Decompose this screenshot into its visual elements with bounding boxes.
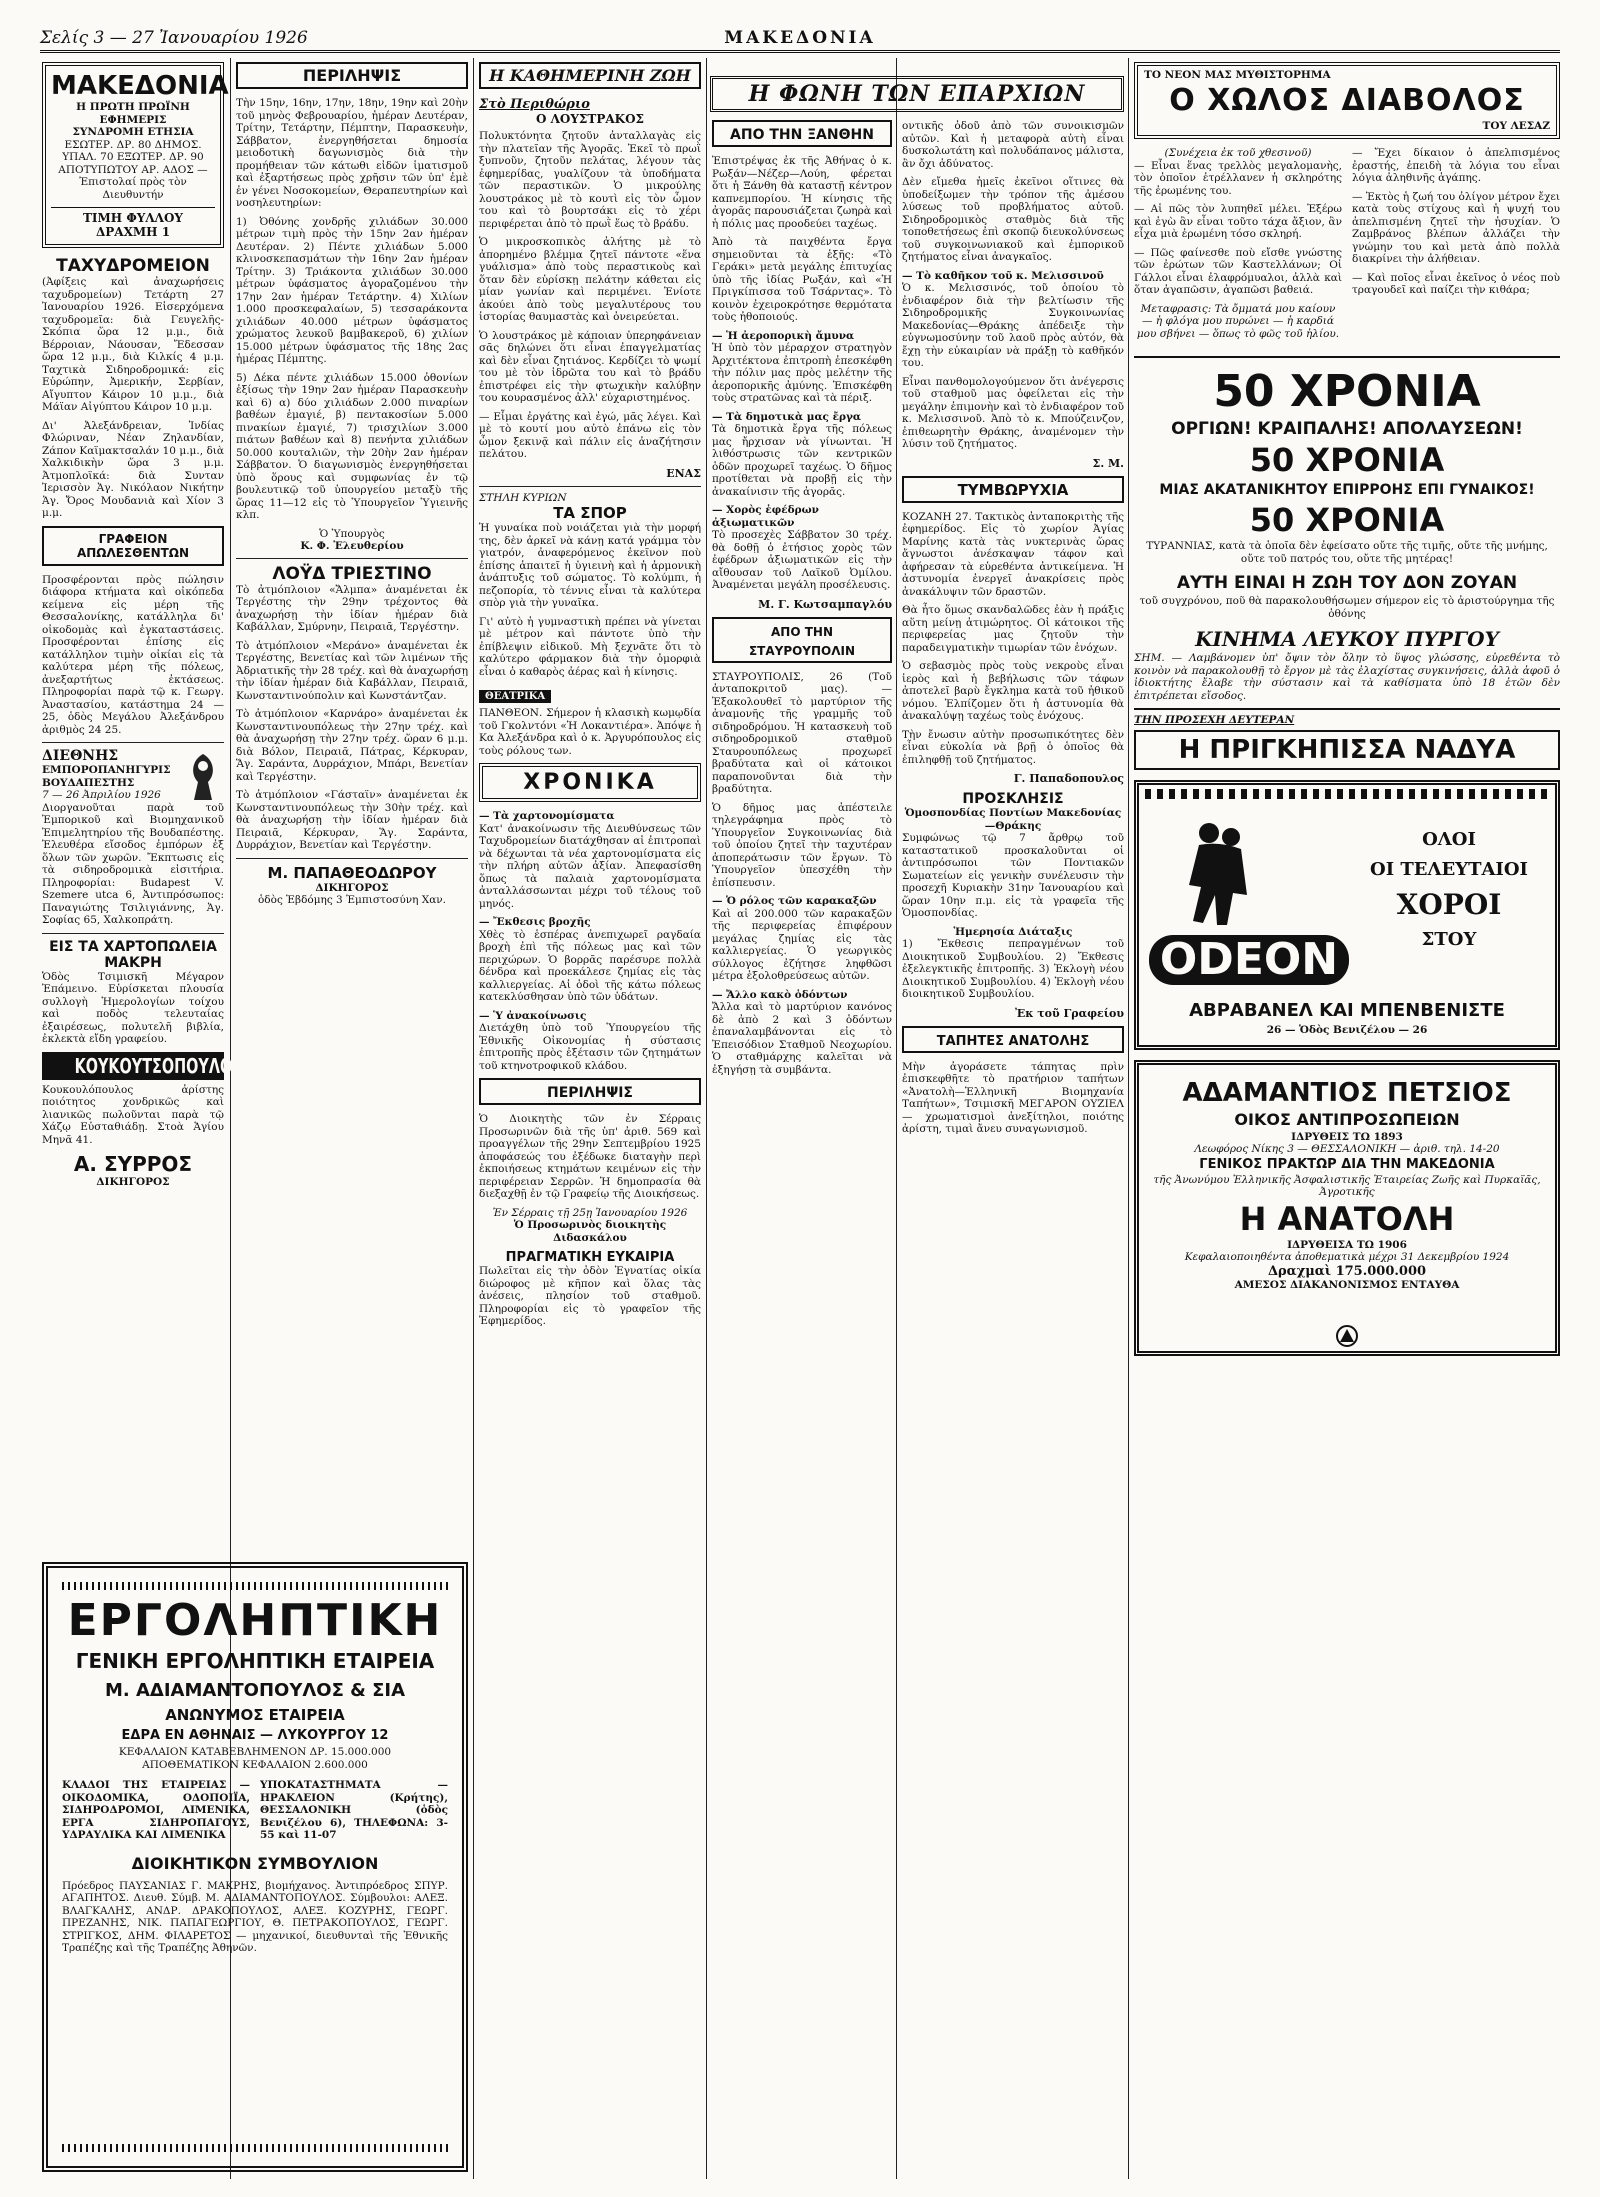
insurance-amount: Δραχμαὶ 175.000.000: [1267, 1263, 1427, 1279]
ergo-seat: ΕΔΡΑ ΕΝ ΑΘΗΝΑΙΣ — ΛΥΚΟΥΡΓΟΥ 12: [121, 1728, 389, 1743]
don-juan-big-2: 50 ΧΡΟΝΙΑ: [1249, 441, 1445, 479]
novel-author: ΤΟΥ ΛΕΣΑΖ: [1482, 119, 1550, 132]
chronika-h3: — Ὑ ἀνακοίνωσις: [479, 1009, 587, 1022]
xanthi-p2: Ἀπὸ τὰ παιχθέντα ἔργα σημειοῦνται τὰ ἑξῆς: «Τὸ Γεράκι» μετὰ μεγάλης ἐπιτυχίας ὑπὸ τῆς ἰδίας Ρωξάν, καὶ «Ἡ Πριγκίπισσα τοῦ Τσάρντας». Τὸ κοινὸν ἐχειροκρότησε θερμότατα τοὺς ἠθοποιούς.: [712, 236, 892, 323]
tymvorychia-p3: Ὁ σεβασμὸς πρὸς τοὺς νεκροὺς εἶναι ἱερὸς καὶ ἡ βεβήλωσις τῶν τάφων ἀποτελεῖ βαρὺ ἔγκλημα κατὰ τοῦ ἠθικοῦ νόμου. Ἐλπίζομεν ὅτι ἡ ἀστυνομία θὰ ἀνακαλύψῃ ταχέως τοὺς ἐνόχους.: [902, 660, 1124, 722]
perilipsis2-box: [479, 1078, 701, 1105]
provinces-banner: [710, 76, 1124, 112]
insurance-brand: Η ΑΝΑΤΟΛΗ: [1239, 1199, 1455, 1238]
insurance-general: ΓΕΝΙΚΟΣ ΠΡΑΚΤΩΡ ΔΙΑ ΤΗΝ ΜΑΚΕΔΟΝΙΑ: [1199, 1156, 1495, 1172]
pantheon-text: ΠΑΝΘΕΟΝ. Σήμερον ἡ κλασικὴ κωμῳδία τοῦ Γκολντόνι «Ἡ Λοκαντιέρα». Ἀπόψε ἡ Κα Ἀλεξάνδρα καὶ ὁ κ. Ἀργυρόπουλος εἰς τοὺς ρόλους των.: [479, 707, 701, 757]
daily-life-title: Η ΚΑΘΗΜΕΡΙΝΗ ΖΩΗ: [489, 66, 691, 85]
insurance-tail: ΑΜΕΣΟΣ ΔΙΑΚΑΝΟΝΙΣΜΟΣ ΕΝΤΑΥΘΑ: [1234, 1278, 1460, 1291]
fair-emblem-icon: [184, 750, 222, 804]
tymvorychia-box: [902, 476, 1124, 503]
chronika-box: [479, 763, 701, 802]
don-juan-sub-2: ΜΙΑΣ ΑΚΑΤΑΝΙΚΗΤΟΥ ΕΠΙΡΡΟΗΣ ΕΠΙ ΓΥΝΑΙΚΟΣ!: [1159, 482, 1535, 498]
xanthi-h3: — Χορὸς ἐφέδρων ἀξιωματικῶν: [712, 504, 819, 529]
makedonia-title: ΜΑΚΕΔΟΝΙΑ: [51, 71, 229, 101]
lawyer2-address: ὁδὸς Ἑβδόμης 3 Ἐμπιστοσύνη Χαν.: [257, 894, 447, 906]
lloyd-p4: Τὸ ἀτμόπλοιον «Γάσταϊν» ἀναμένεται ἐκ Κωνσταντινουπόλεως τὴν 30ὴν τρέχ. καὶ θὰ ἀναχωρήσῃ τὴν ἰδίαν ἡμέραν διὰ Πειραιᾶ, Κέρκυραν, Ἅγ. Σαράντα, Δυρράχιον, Βενετίαν καὶ Τεργέστην.: [236, 789, 468, 851]
stavroupolis-h3: — Ἄλλο κακὸ ὁδόντων: [712, 988, 848, 1001]
tymvorychia-p1: ΚΟΖΑΝΗ 27. Τακτικὸς ἀνταποκριτὴς τῆς ἐφημερίδος. Εἰς τὸ χωρίον Ἀγίας Μαρίνης κατὰ τὰς νυκτερινὰς ὥρας ἄγνωστοι ἀνέσκαψαν τάφον καὶ ἀφήρεσαν τὰ εὑρεθέντα ἀντικείμενα. Ἡ ἀστυνομία ἐνεργεῖ ἀνακρίσεις πρὸς ἀνακάλυψιν τῶν δραστῶν.: [902, 510, 1124, 598]
stavroupolis-title: ΑΠΟ ΤΗΝ ΣΤΑΥΡΟΥΠΟΛΙΝ: [748, 624, 856, 658]
novel-box: [1134, 62, 1560, 139]
novel-l6: — Καὶ ποῖος εἶναι ἐκεῖνος ὁ νέος ποὺ τραγουδεῖ καὶ παίζει τὴν κιθάρα;: [1352, 271, 1560, 296]
fair-block: [42, 748, 224, 802]
novel-poem: Μεταφρασις: Τὰ ὄμματά μου καίουν — ἡ φλόγα μου πυρώνει — ἡ καρδιά μου σβήνει — ὅπως τὸ φῶς τοῦ ἡλίου.: [1136, 302, 1340, 340]
ergo-branches: ΚΛΑΔΟΙ ΤΗΣ ΕΤΑΙΡΕΙΑΣ — ΟΙΚΟΔΟΜΙΚΑ, ΟΔΟΠΟΙΪΑ, ΣΙΔΗΡΟΔΡΟΜΟΙ, ΛΙΜΕΝΙΚΑ, ΕΡΓΑ ΣΙΔΗΡΟΠΑΓΟΥΣ, ΥΔΡΑΥΛΙΚΑ ΚΑΙ ΛΙΜΕΝΙΚΑ: [62, 1779, 250, 1841]
makedonia-box: [42, 62, 229, 248]
lost-office-title: ΓΡΑΦΕΙΟΝ ΑΠΩΛΕΣΘΕΝΤΩΝ: [76, 531, 190, 560]
perilipsis-sig-role: Ὁ Ὑπουργὸς: [319, 527, 385, 540]
ergo-board-title: ΔΙΟΙΚΗΤΙΚΟΝ ΣΥΜΒΟΥΛΙΟΝ: [131, 1853, 379, 1873]
perilipsis-p1: Τὴν 15ην, 16ην, 17ην, 18ην, 19ην καὶ 20ὴν τοῦ μηνὸς Φεβρουαρίου, ἡμέραν Δευτέραν, Τρίτην, Τετάρτην, Πέμπτην, Παρασκευὴν, Σάββατον, ἐνεργηθήσεται δημοσία μειοδοτικὴ δαγωνισμὸς διὰ τὴν προμήθειαν τῶν κάτωθι εἰδῶν ἱματισμοῦ καὶ ἐξαρτήσεως πρὸς χρῆσιν τῶν ὑπ' ἐμὲ ἐν γένει Νοσοκομείων, Θεραπευτηρίων καὶ νοσηλευτηρίων:: [236, 97, 468, 209]
tymvorychia-signature: Γ. Παπαδοπουλος: [1013, 772, 1124, 785]
novel-kicker: ΤΟ ΝΕΟΝ ΜΑΣ ΜΥΘΙΣΤΟΡΗΜΑ: [1144, 69, 1331, 81]
post-text: (Ἀφίξεις καὶ ἀναχωρήσεις ταχυδρομείων) Τετάρτη 27 Ἰανουαρίου 1926. Εἰσερχόμενα ταχυδρομεῖα: διὰ Γευγελῆς-Σκόπια ὥρα 12 μ.μ., διὰ Βέρροιαν, Νάουσαν, Ἔδεσσαν ὥρα 12 μ.μ., διὰ Κιλκίς 4 μ.μ. Ταχτικὰ Σιδηροδρομικά: εἰς Εὐρώπην, Ἀμερικήν, Σερβίαν, Αἴγυπτον Κάιρον 10 μ.μ., διὰ Μάϊαν Αἰγύπτου Κάιρον 10 μ.μ.: [42, 276, 224, 413]
don-juan-ad: [1134, 356, 1560, 702]
odeon-ad: [1134, 780, 1560, 1050]
triangle-emblem-icon: [1336, 1325, 1358, 1347]
fair-text: Διοργανοῦται παρὰ τοῦ Ἐμπορικοῦ καὶ Βιομηχανικοῦ Ἐπιμελητηρίου τῆς Βουδαπέστης. Ἐλευθέρα εἴσοδος ἐμπόρων ἐξ ὅλων τῶν χωρῶν. Ἔκπτωσις εἰς τὰ σιδηροδρομικὰ εἰσιτήρια. Πληροφορίαι: Budapest V. Szemere utca 6, Ἀντιπρόσωπος: Παναγιώτης Τσιλιγιάννης, Ἁγ. Σοφίας 65, Χαλκοπράτη.: [42, 801, 224, 926]
chronika-title: ΧΡΟΝΙΚΑ: [523, 770, 657, 795]
ergo-capital-2: ΑΠΟΘΕΜΑΤΙΚΟΝ ΚΕΦΑΛΑΙΟΝ 2.600.000: [142, 1758, 368, 1771]
tymvorychia-p4: Τὴν ἔνωσιν αὐτὴν προσωπικότητες δὲν εἶναι εὐκολία νὰ βρῇ ὁ ὁποῖος θὰ ἐπιληφθῇ τοῦ ζητήματος.: [902, 728, 1124, 766]
chronika-p1: Κατ' ἀνακοίνωσιν τῆς Διευθύνσεως τῶν Ταχυδρομείων διατάχθησαν αἱ ἐπιτροπαὶ νὰ δέχωνται τὰ νέα χαρτονομίσματα εἰς τὴν πλήρη αὐτῶν ἀξίαν. Ἀπεφασίσθη ὅπως τὰ παλαιὰ χαρτονομίσματα ἀνταλλάσσωνται μέχρι τοῦ τέλους τοῦ μηνός.: [479, 822, 701, 910]
sports-p2: Γι' αὐτὸ ἡ γυμναστικὴ πρέπει νὰ γίνεται μὲ μέτρον καὶ πάντοτε ὑπὸ τὴν ἐπίβλεψιν εἰδικοῦ. Μὴ ξεχνᾶτε ὅτι τὸ καλύτερο φάρμακον διὰ τὴν ὀμορφιὰ εἶναι ὁ καθαρὸς ἀέρας καὶ ἡ κίνησις.: [479, 615, 701, 678]
makedonia-subtitle: Η ΠΡΩΤΗ ΠΡΩΪΝΗ ΕΦΗΜΕΡΙΣ: [76, 101, 190, 126]
kouk-title: ΚΟΥΚΟΥΤΣΟΠΟΥΛΟΣ: [42, 1052, 224, 1080]
stavroupolis-p3: Καὶ αἱ 200.000 τῶν καρακαξῶν τῆς περιφερείας ἐπιφέρουν μεγάλας ζημίας εἰς τὰς καλλιεργείας. Ὁ γεωργικὸς σύλλογος ἐζήτησε ληφθῶσι μέτρα ἐξολοθρεύσεως αὐτῶν.: [712, 907, 892, 982]
don-juan-life: ΑΥΤΗ ΕΙΝΑΙ Η ΖΩΗ ΤΟΥ ΔΟΝ ΖΟΥΑΝ: [1176, 573, 1518, 593]
insurance-name: ΑΔΑΜΑΝΤΙΟΣ ΠΕΤΣΙΟΣ: [1182, 1077, 1512, 1108]
bookshop-text: Ὁδὸς Τσιμισκῆ Μέγαρον Ἐπάμεινο. Εὑρίσκεται πλουσία συλλογὴ Ἡμερολογίων τοίχου καὶ ποδὸς τελευταίας ἐξαιρέσεως, πολυτελῆ βιβλία, ἐκλεκτὰ εἴδη γραφείου.: [42, 970, 224, 1045]
ergo-offices: ΥΠΟΚΑΤΑΣΤΗΜΑΤΑ — ΗΡΑΚΛΕΙΟΝ (Κρήτης), ΘΕΣΣΑΛΟΝΙΚΗ (ὁδὸς Βενιζέλου 6), ΤΗΛΕΦΩΝΑ: 3-55 καὶ 11-07: [260, 1779, 448, 1841]
don-juan-text: ΤΥΡΑΝΝΙΑΣ, κατὰ τὰ ὁποῖα δὲν ἐφείσατο οὔτε τῆς τιμῆς, οὔτε τῆς μνήμης, οὔτε τοῦ πατρός του, οὔτε τῆς μητέρας!: [1146, 540, 1548, 565]
stavroupolis-h2: — Ὁ ρόλος τῶν καρακαξῶν: [712, 895, 877, 907]
don-juan-cinema: ΚΙΝΗΜΑ ΛΕΥΚΟΥ ΠΥΡΓΟΥ: [1195, 627, 1499, 651]
insurance-capital: Κεφαλαιοποιηθέντα ἀποθεματικὰ μέχρι 31 Δεκεμβρίου 1924: [1184, 1251, 1510, 1263]
tymvorychia-p2: Θὰ ἦτο ὅμως σκανδαλῶδες ἐὰν ἡ πράξις αὕτη μείνῃ ἀτιμώρητος. Οἱ κάτοικοι τῆς περιφερείας μας ζητοῦν τὴν παραδειγματικὴν τιμωρίαν τῶν ἐνόχων.: [902, 604, 1124, 654]
c5-h1: — Τὸ καθῆκον τοῦ κ. Μελισσινοῦ: [902, 269, 1104, 282]
column-1: [42, 62, 243, 1497]
nadia-ad: [1134, 708, 1560, 770]
c5-signature: Σ. Μ.: [1092, 456, 1124, 470]
perilipsis-sig-name: Κ. Φ. Ἐλευθερίου: [300, 540, 404, 552]
ergo-title: ΕΡΓΟΛΗΠΤΙΚΗ: [67, 1595, 443, 1646]
chronika-h1: — Τὰ χαρτονομίσματα: [479, 810, 615, 822]
xanthi-signature: Μ. Γ. Κωτσαμπαγλόυ: [758, 597, 892, 611]
chronika-p2: Χθὲς τὸ ἑσπέρας ἀνεπιχωρεῖ ραγδαία βροχὴ ἐπὶ τῆς πόλεως μας καὶ τῶν περιχώρων. Ὁ βορρᾶς παρέσυρε πολλὰ δένδρα καὶ προεκάλεσε ζημίας εἰς τὰς καλλιεργείας. Αἱ ὁδοὶ τῆς κάτω πόλεως κατεκλύσθησαν ὑπὸ τῶν ὑδάτων.: [479, 928, 701, 1003]
lawyer-role: ΔΙΚΗΓΟΡΟΣ: [96, 1176, 170, 1188]
stavroupolis-box: [712, 617, 892, 663]
novel-l3: — Πῶς φαίνεσθε ποὺ εἴσθε γνώστης τῶν ἐρώτων τῶν Καστελλάνων; Οἱ Γάλλοι εἶναι ἐλαφρόμυαλοι, ἀλλὰ καὶ ὅταν ἀγαπῶσιν, ἀγαπῶσι βαθειά.: [1134, 246, 1342, 296]
tymvorychia-title: ΤΥΜΒΩΡΥΧΙΑ: [957, 480, 1069, 499]
page-date: Σελίς 3 — 27 Ἰανουαρίου 1926: [40, 28, 308, 48]
odeon-text: [1359, 825, 1539, 955]
xanthi-p1: Ἐπιστρέψας ἐκ τῆς Ἀθήνας ὁ κ. Ρωξάν—Νέζερ—Λούη, φέρεται ὅτι ἡ Ξάνθη θὰ καταστῇ κέντρον καπνεμπορίου. Ἡ κίνησις τῆς ἀγορᾶς παρουσιάζεται ζωηρὰ καὶ ἡ πόλις μας προοδεύει ταχέως.: [712, 155, 892, 230]
daily-life-p1: Πολυκτόνητα ζητοῦν ἀνταλλαγὰς εἰς τὴν πλατεῖαν τῆς Ἀγορᾶς. Ἐκεῖ τὸ πρωῒ ξυπνοῦν, ζητοῦν πελάτας, λέγουν τὰς ἐφημερίδας, γυαλίζουν τὰ ὑποδήματα τῶν περαστικῶν. Ὁ μικρούλης λουστράκος μὲ τὸ κουτὶ εἰς τὸν ὦμον του καὶ τὸ βουρτσάκι εἰς τὸ χέρι περιφέρεται ἀπὸ τὸ πρωῒ ἕως τὸ βράδυ.: [479, 130, 701, 230]
makedonia-subtitle2: ΣΥΝΔΡΟΜΗ ΕΤΗΣΙΑ: [72, 126, 194, 138]
column-3: [479, 62, 701, 2177]
odeon-line-4: ΣΤΟΥ: [1421, 928, 1477, 950]
carpets-box: [902, 1026, 1124, 1053]
ergo-company: Μ. ΑΔΙΑΜΑΝΤΟΠΟΥΛΟΣ & ΣΙΑ: [104, 1680, 406, 1701]
chronika-p3: Διετάχθη ὑπὸ τοῦ Ὑπουργείου τῆς Ἐθνικῆς Οἰκονομίας ἡ σύστασις ἐπιτροπῆς πρὸς ἐξέτασιν τῶν ζητημάτων τοῦ κτηνοτροφικοῦ κλάδου.: [479, 1022, 701, 1072]
novel-continued: (Συνέχεια ἐκ τοῦ χθεσινοῦ): [1164, 147, 1312, 159]
opportunity-text: Πωλεῖται εἰς τὴν ὁδὸν Ἐγνατίας οἰκία διώροφος μὲ κῆπον καὶ ὅλας τὰς ἀνέσεις, πλησίον τοῦ σταθμοῦ. Πληροφορίαι εἰς τὸ γραφεῖον τῆς Ἐφημερίδος.: [479, 1265, 701, 1327]
don-juan-big-1: 50 ΧΡΟΝΙΑ: [1213, 366, 1481, 417]
don-juan-text-2: τοῦ συγχρόνου, ποῦ θὰ παρακολουθήσωμεν σήμερον εἰς τὸ ἀριστούργημα τῆς ὀθόνης: [1139, 595, 1555, 620]
insurance-founded: ΙΔΡΥΘΕΙΣ ΤΩ 1893: [1291, 1130, 1403, 1143]
lawyer2-role: ΔΙΚΗΓΟΡΟΣ: [315, 881, 389, 894]
odeon-line-2: ΟΙ ΤΕΛΕΥΤΑΙΟΙ: [1370, 858, 1528, 880]
stavroupolis-p2: Ὁ δῆμος μας ἀπέστειλε τηλεγράφημα πρὸς τὸ Ὑπουργεῖον Συγκοινωνίας διὰ τοῦ ὁποίου ζητεῖ τὴν ταχυτέραν ἀποπεράτωσιν τῶν ἔργων. Τὸ Ὑπουργεῖον ὑπεσχέθη τὴν ἐπίσπευσιν.: [712, 801, 892, 889]
daily-life-box: [479, 62, 701, 89]
odeon-address: 26 — Ὁδὸς Βενιζέλου — 26: [1266, 1024, 1428, 1036]
xanthi-box: [712, 120, 892, 147]
odeon-line-3: ΧΟΡΟΙ: [1396, 887, 1502, 921]
novel-title: Ο ΧΩΛΟΣ ΔΙΑΒΟΛΟΣ: [1169, 82, 1525, 118]
don-juan-note: ΣΗΜ. — Λαμβάνομεν ὑπ' ὄψιν τὸν ὄλην τὸ ὕψος γλώσσης, εὑρεθέντα τὸ κοινὸν νὰ παρακολουθῇ τὸ ἔργον μὲ τὰς ἐλαχίστας συγκινήσεις, ἀλλὰ ἀφοῦ ὁ ἰδιοκτήτης ἔλαβε τὴν σύστασιν καὶ τὰ καθίσματα ὑπὸ 18 ἐτῶν δὲν ἐπιτρέπεται εἴσοδος.: [1134, 652, 1560, 702]
insurance-address: Λεωφόρος Νίκης 3 — ΘΕΣΣΑΛΟΝΙΚΗ — ἀριθ. τηλ. 14-20: [1194, 1143, 1500, 1155]
bookshop-title: ΕΙΣ ΤΑ ΧΑΡΤΟΠΩΛΕΙΑ ΜΑΚΡΗ: [49, 938, 217, 971]
column-rule: [706, 58, 707, 2179]
odeon-name: ODEON: [1149, 935, 1349, 985]
pantheon-tag: ΘΕΑΤΡΙΚΑ: [479, 690, 551, 703]
daily-life-head: Ο ΛΟΥΣΤΡΑΚΟΣ: [535, 112, 645, 126]
daily-life-p3: Ὁ λουστράκος μὲ κάποιαν ὑπερηφάνειαν σᾶς δηλώνει ὅτι εἶναι ἐπαγγελματίας καὶ δὲν εἶναι ζητιάνος. Κερδίζει τὸ ψωμί του μὲ τὸν ἱδρῶτα του καὶ τὸ βράδυ ἐπιστρέφει εἰς τὴν φτωχικὴν καλύβην του κουρασμένος ἀλλ' εὐχαριστημένος.: [479, 329, 701, 404]
sports-kicker: ΣΤΗΛΗ ΚΥΡΙΩΝ: [479, 491, 567, 504]
makedonia-price: ΤΙΜΗ ΦΥΛΛΟΥ ΔΡΑΧΜΗ 1: [51, 207, 215, 239]
nadia-title: Η ΠΡΙΓΚΗΠΙΣΣΑ ΝΑΔΥΑ: [1134, 730, 1560, 770]
opportunity-title: ΠΡΑΓΜΑΤΙΚΗ ΕΥΚΑΙΡΙΑ: [505, 1250, 675, 1265]
perilipsis2-sig: Ὁ Προσωρινὸς διοικητὴς Διδασκάλου: [513, 1219, 667, 1244]
lost-office-box: [42, 526, 224, 566]
perilipsis2-date: Ἐν Σέρραις τῇ 25ῃ Ἰανουαρίου 1926: [492, 1206, 688, 1219]
insurance-desc: τῆς Ἀνωνύμου Ἑλληνικῆς Ἀσφαλιστικῆς Ἑταιρείας Ζωῆς καὶ Πυρκαϊᾶς, Ἀγροτικῆς: [1153, 1173, 1541, 1198]
prosklisis-p2: 1) Ἔκθεσις πεπραγμένων τοῦ Διοικητικοῦ Συμβουλίου. 2) Ἔκθεσις ἐξελεγκτικῆς ἐπιτροπῆς. 3) Ἐκλογὴ νέου Διοικητικοῦ Συμβουλίου. 4) Ἐκλογὴ νέου διοικητικοῦ Συμβουλίου.: [902, 938, 1124, 1000]
chronika-h2: — Ἔκθεσις βροχῆς: [479, 916, 591, 928]
xanthi-h1: — Ἡ ἀεροπορικὴ ἄμυνα: [712, 329, 855, 342]
nadia-kicker: ΤΗΝ ΠΡΟΣΕΧΗ ΔΕΥΤΕΡΑΝ: [1134, 714, 1295, 726]
c5-p2: Δὲν εἴμεθα ἡμεῖς ἐκεῖνοι οἵτινες θὰ ὑποδείξωμεν τὴν τρόπον τῆς ἀμέσου λύσεως τοῦ προβλήματος αὐτοῦ. Σιδηροδρομικὸς σταθμὸς διὰ τῆς τοποθετήσεως ἐπὶ σκοπῷ διευκολύνσεως τοῦ συγκοινωνιακοῦ καὶ ἐμπορικοῦ ζητήματος εἶναι ἀναγκαῖος.: [902, 176, 1124, 263]
lloyd-p3: Τὸ ἀτμόπλοιον «Καρνάρο» ἀναμένεται ἐκ Κωνσταντινουπόλεως τὴν 27ην τρέχ. καὶ θὰ ἀναχωρήσῃ τὴν 27ην τρέχ. ὥραν 6 μ.μ. διὰ Βόλον, Πειραιᾶ, Πάτρας, Κέρκυραν, Ἅγ. Σαράντα, Δυρράχιον, Μπάρι, Βενετίαν καὶ Τεργέστην.: [236, 708, 468, 783]
xanthi-p3: Ἡ ὑπὸ τὸν μέραρχον στρατηγὸν Ἀρχιτέκτονα ἐπιτροπὴ ἐπεσκέφθη τὴν πόλιν μας πρὸς μελέτην τῆς ἀεροπορικῆς ἀμύνης. Ἐπισκέφθη τοὺς στρατῶνας καὶ τὰ πέριξ.: [712, 342, 892, 404]
lloyd-title: ΛΟΫΔ ΤΡΙΕΣΤΙΝΟ: [272, 563, 432, 584]
xanthi-title: ΑΠΟ ΤΗΝ ΞΑΝΘΗΝ: [730, 127, 874, 143]
don-juan-big-3: 50 ΧΡΟΝΙΑ: [1249, 501, 1445, 539]
odeon-border-top: [1145, 789, 1549, 799]
sports-title: ΤΑ ΣΠΟΡ: [553, 504, 627, 522]
ergo-type: ΑΝΩΝΥΜΟΣ ΕΤΑΙΡΕΙΑ: [165, 1706, 345, 1724]
prosklisis-p1: Συμφώνως τῷ 7 ἄρθρῳ τοῦ καταστατικοῦ προσκαλοῦνται οἱ ἀντιπρόσωποι τῶν Ποντιακῶν Σωματείων εἰς γενικὴν συνέλευσιν τὴν προσεχῆ Κυριακὴν 31ην Ἰανουαρίου καὶ ὥραν 10ην π.μ. εἰς τὰ γραφεῖα τῆς Ὁμοσπονδίας.: [902, 832, 1124, 919]
ergoliptiki-ad: [42, 1562, 468, 2172]
post-text-2: Δι' Ἀλεξάνδρειαν, Ἰνδίας Φλώριναν, Νέαν Ζηλανδίαν, Ζάπον Καϊμακτσαλάν 10 μ.μ., διὰ Χαλκιδικὴν ὥρα 3 μ.μ. Ἀτμοπλοϊκά: διὰ Συνταν Ἰερισσὸν Ἁγ. Νικόλαον Νικήτην Ἁγ. Ὄρος Μουδανιὰ καὶ Χίον 3 μ.μ.: [42, 419, 224, 519]
fair-title-1: ΔΙΕΘΝΗΣ: [42, 748, 119, 764]
lawyer-name: Α. ΣΥΡΡΟΣ: [73, 1152, 193, 1176]
fair-dates: 7 — 26 Ἀπριλίου 1926: [42, 789, 161, 801]
prosklisis-agenda-title: Ἡμερησία Διάταξις: [953, 925, 1073, 938]
column-rule: [473, 58, 474, 2179]
column-5: [902, 120, 1124, 2177]
insurance-ad: [1134, 1060, 1560, 1356]
daily-life-p2: Ὁ μικροσκοπικὸς ἀλήτης μὲ τὸ ἀπορημένο βλέμμα ζητεῖ πάντοτε «ἕνα γυάλισμα» ἀπὸ τοὺς περαστικοὺς καὶ ὅταν δὲν εὑρίσκῃ πελάτην κάθεται εἰς μίαν γωνίαν καὶ περιμένει. Ἐνίοτε ἀκούει ἀπὸ τοὺς μεγαλυτέρους του ἱστορίας θαυμαστὰς καὶ ὀνειρεύεται.: [479, 236, 701, 323]
kouk-text: Κουκουλόπουλος ἀρίστης ποιότητος χονδρικῶς καὶ λιανικῶς πωλοῦνται παρὰ τῷ Χάζῳ Εὐσταθιάδῃ. Στοὰ Ἁγίου Μηνᾶ 41.: [42, 1083, 224, 1146]
stavroupolis-p1: ΣΤΑΥΡΟΥΠΟΛΙΣ, 26 (Τοῦ ἀνταποκριτοῦ μας). — Ἐξακολουθεῖ τὸ μαρτύριον τῆς ἀναμονῆς τῆς γραμμῆς τοῦ σιδηροδρόμου. Ἡ κατασκευὴ τοῦ σιδηροδρομικοῦ σταθμοῦ Σταυρουπόλεως προχωρεῖ βραδύτατα καὶ οἱ κάτοικοι παραπονοῦνται διὰ τὴν βραδύτητα.: [712, 670, 892, 795]
fair-title-2: ΕΜΠΟΡΟΠΑΝΗΓΥΡΙΣ ΒΟΥΔΑΠΕΣΤΗΣ: [42, 764, 171, 789]
prosklisis-title: ΠΡΟΣΚΛΗΣΙΣ: [962, 791, 1064, 807]
odeon-line-1: ΟΛΟΙ: [1422, 828, 1476, 850]
novel-l4: — Ἔχει δίκαιον ὁ ἀπελπισμένος ἐραστής, ἐπειδὴ τὰ λόγια του εἶναι λόγια ἀληθινῆς ἀγάπης.: [1352, 147, 1560, 184]
column-6: [1134, 62, 1560, 2177]
masthead: ΜΑΚΕΔΟΝΙΑ: [724, 28, 876, 48]
prosklisis-signature: Ἐκ τοῦ Γραφείου: [1015, 1006, 1124, 1020]
stavroupolis-p4: Ἄλλα καὶ τὸ μαρτύριον κανόνος δὲ ἀπὸ 2 καὶ 3 ὁδόντων ἐπαναλαμβάνονται εἰς τὸ Ἐπεισόδιον Σταθμοῦ Νεοχωρίου. Ὁ σταθμάρχης καλεῖται νὰ ἐξηγήσῃ τὰ συμβάντα.: [712, 1001, 892, 1076]
ergo-board-text: Πρόεδρος ΠΑΥΣΑΝΙΑΣ Γ. ΜΑΚΡΗΣ, βιομήχανος. Ἀντιπρόεδρος ΣΠΥΡ. ΑΓΑΠΗΤΟΣ. Διευθ. Σύμβ. Μ. ΑΔΙΑΜΑΝΤΟΠΟΥΛΟΣ. Σύμβουλοι: ΑΛΕΞ. ΒΛΑΓΚΑΛΗΣ, ΑΝΔΡ. ΔΡΑΚΟΠΟΥΛΟΣ, ΑΛΕΞ. ΚΟΖΥΡΗΣ, ΓΕΩΡΓ. ΠΡΕΖΑΝΗΣ, ΝΙΚ. ΠΑΠΑΓΕΩΡΓΙΟΥ, Θ. ΠΕΤΡΑΚΟΠΟΥΛΟΣ, ΓΕΩΡΓ. ΣΤΡΙΓΚΟΣ, ΔΗΜ. ΦΙΛΑΡΕΤΟΣ — μηχανικοί, διευθυνταὶ τῆς Ἐθνικῆς Τραπέζης καὶ τῆς Τραπέζης Ἀθηνῶν.: [62, 1879, 448, 1954]
perilipsis-p3: 5) Δέκα πέντε χιλιάδων 15.000 ὀθονίων ἐξίσως τὴν 19ην 2αν ἡμέραν Παρασκευὴν καὶ 6) α) δύο χιλιάδων 2.000 πιναρίων βαθέων ἐμαγιέ, β) πεντακοσίων 5.000 πινακίων ἐμαγιέ, 7) τρισχιλίων 3.000 πιάτων βαθέων καὶ 8) πενήντα χιλιάδων 50.000 κουταλιῶν, τὴν 20ὴν 2αν ἡμέραν Σάββατον. Ὁ διαγωνισμὸς ἐνεργηθήσεται ὑπὸ ὅρους καὶ συμφωνίας ἐν τῷ βουλευτικῷ τοῦ ὑπουργείου μεταξὺ τῆς ὥρας 11—12 εἰς τὸ Ὑπουργεῖον Ὑγιεινῆς κλπ.: [236, 371, 468, 521]
xanthi-h2: — Τὰ δημοτικὰ μας ἔργα: [712, 410, 861, 423]
prosklisis-sub: Ὁμοσπονδίας Ποντίων Μακεδονίας—Θράκης: [904, 807, 1122, 832]
provinces-title: Η ΦΩΝΗ ΤΩΝ ΕΠΑΡΧΙΩΝ: [748, 81, 1086, 107]
ergo-subtitle: ΓΕΝΙΚΗ ΕΡΓΟΛΗΠΤΙΚΗ ΕΤΑΙΡΕΙΑ: [75, 1649, 435, 1673]
column-rule: [1128, 58, 1129, 2179]
insurance-house: ΟΙΚΟΣ ΑΝΤΙΠΡΟΣΩΠΕΙΩΝ: [1234, 1109, 1460, 1129]
sports-p1: Ἡ γυναίκα ποὺ νοιάζεται γιὰ τὴν μορφή της, δὲν ἀρκεῖ νὰ κάνῃ κατά γράμμα τὸν γιατρόν, ἀναφερόμενος ἐκεῖνον ποὺ ἐπίσης ἀπαιτεῖ ἡ ὑγιεινὴ καὶ ἡ ἀρμονικὴ ἀνάπτυξις τοῦ σώματος. Τὸ κολύμπι, ἡ πεζοπορία, τὸ τέννις εἶναι τὰ καλύτερα σπὸρ γιὰ τὴν γυναῖκα.: [479, 522, 701, 609]
ergo-capital-1: ΚΕΦΑΛΑΙΟΝ ΚΑΤΑΒΕΒΛΗΜΕΝΟΝ ΔΡ. 15.000.000: [118, 1746, 392, 1758]
xanthi-p5: Τὸ προσεχὲς Σάββατον 30 τρέχ. θὰ δοθῇ ὁ ἐτήσιος χορὸς τῶν ἐφέδρων ἀξιωματικῶν εἰς τὴν αἴθουσαν τοῦ Λαϊκοῦ Ὀμίλου. Ἀναμένεται μεγάλη προσέλευσις.: [712, 529, 892, 591]
don-juan-sub-1: ΟΡΓΙΩΝ! ΚΡΑΙΠΑΛΗΣ! ΑΠΟΛΑΥΣΕΩΝ!: [1171, 419, 1523, 439]
xanthi-p4: Τὰ δημοτικὰ ἔργα τῆς πόλεως μας ἤρχισαν νὰ γίνωνται. Ἡ λιθόστρωσις τῶν κεντρικῶν ὁδῶν προχωρεῖ ταχέως. Ὁ δῆμος προτίθεται νὰ προβῇ εἰς τὴν ἀνακαίνισιν τῆς ἀγορᾶς.: [712, 423, 892, 498]
page-header: [40, 28, 1560, 53]
daily-life-sub: Στὸ Περιθώριο: [479, 97, 590, 112]
lawyer2-name: Μ. ΠΑΠΑΘΕΟΔΩΡΟΥ: [267, 863, 437, 882]
c5-p4: Εἶναι πανθομολογούμενον ὅτι ἀνέγερσις τοῦ σταθμοῦ μας ὀφείλεται εἰς τὴν μεγάλην ἐπιμονὴν καὶ τὸ ἐνδιαφέρον τοῦ κ. Μελισσινοῦ. Ἀπὸ τὸ κ. Μπούζεινζον, ἐπιθεωρητὴν Θράκης, ἀναμένομεν τὴν λύσιν τοῦ ζητήματος.: [902, 375, 1124, 450]
lloyd-p2: Τὸ ἀτμόπλοιον «Μεράνο» ἀναμένεται ἐκ Τεργέστης, Βενετίας καὶ τῶν λιμένων τῆς Ἀδριατικῆς τὴν 28 τρέχ. καὶ θὰ ἀναχωρήσῃ τὴν ἰδίαν ἡμέραν διὰ Καβάλλαν, Πειραιᾶ, Κωνσταντινούπολιν καὶ Κωνστάντζαν.: [236, 639, 468, 702]
novel-l1: — Εἶναι ἕνας τρελλὸς μεγαλομανὴς, τὸν ὁποῖον ἐτρέλλανεν ἡ σκληρότης τῆς ἐρωμένης του.: [1134, 159, 1342, 197]
makedonia-rates: ΕΣΩΤΕΡ. ΔΡ. 80 ΔΗΜΟΣ. ΥΠΑΛ. 70 ΕΞΩΤΕΡ. ΔΡ. 90 ΑΠΟΤΥΠΩΤΟΥ ΑΡ. ΑΔΟΣ — Ἐπιστολαί πρὸς τὸν Διευθυντήν: [58, 138, 208, 201]
c5-p3: Ὁ κ. Μελισσινός, τοῦ ὁποίου τὸ ἐνδιαφέρον διὰ τὴν βελτίωσιν τῆς Σιδηροδρομικῆς Συγκοινωνίας Μακεδονίας—Θράκης ἀπέδειξε τὴν εὐγνωμοσύνην τοῦ λαοῦ πρὸς αὐτόν, θὰ ἔχῃ τὴν εὐκαιρίαν νὰ πράξῃ τὸ καθῆκόν του.: [902, 282, 1124, 369]
perilipsis-p2: 1) Ὀθόνης χονδρῆς χιλιάδων 30.000 μέτρων τιμὴ πρὸς τὴν 15ην 2αν ἡμέραν Δευτέραν. 2) Πέντε χιλιάδων 5.000 κλινοσκεπασμάτων τὴν 16ην 2αν ἡμέραν Τρίτην. 3) Τριάκοντα χιλιάδων 30.000 μέτρων ὑφάσματος ἀγοραζομένου τὴν 17ην 2αν ἡμέραν Τετάρτην. 4) Χιλίων 1.000 προσκεφαλαίων, 5) τεσσαράκοντα χιλιάδων 40.000 μέτρων ὑφάσματος χρώματος λευκοῦ βαμβακεροῦ, 6) χιλίων 15.000 μέτρων ὑφάσματος τῆς 18ης 2ας ἡμέρας Πέμπτης.: [236, 215, 468, 365]
post-title: ΤΑΧΥΔΡΟΜΕΙΟΝ: [56, 256, 210, 276]
odeon-owners: ΑΒΡΑΒΑΝΕΛ ΚΑΙ ΜΠΕΝΒΕΝΙΣΤΕ: [1189, 999, 1505, 1021]
perilipsis-title: ΠΕΡΙΛΗΨΙΣ: [302, 66, 402, 85]
perilipsis2-title: ΠΕΡΙΛΗΨΙΣ: [547, 1085, 633, 1101]
carpets-title: ΤΑΠΗΤΕΣ ΑΝΑΤΟΛΗΣ: [936, 1033, 1090, 1049]
daily-life-p4: — Εἶμαι ἐργάτης καὶ ἐγώ, μᾶς λέγει. Καὶ μὲ τὸ κουτί μου αὐτὸ ἐπάνω εἰς τὸν ὦμον ξεκινᾷ καὶ πάλιν εἰς ἀναζήτησιν πελάτου.: [479, 410, 701, 460]
lost-office-text: Προσφέρονται πρὸς πώλησιν διάφορα κτήματα καὶ οἰκόπεδα κείμενα εἰς μέρη τῆς Θεσσαλονίκης, κατάλληλα δι' οἰκοδομὰς καὶ ἐγκαταστάσεις. Προσφέρονται ἐπίσης εἰς κατάλληλον τιμὴν οἰκίαι εἰς τὰ καλύτερα μέρη τῆς πόλεως, ἀνεξαρτήτως ἐκτάσεως. Πληροφορίαι παρὰ τῷ κ. Γεωργ. Ἀναστασίου, κατάστημα 24 — 25, ὁδὸς Μεγάλου Ἀλεξάνδρου ἀριθμὸς 24 25.: [42, 573, 224, 736]
lloyd-p1: Τὸ ἀτμόπλοιον «Ἄλμπα» ἀναμένεται ἐκ Τεργέστης τὴν 29ην τρέχοντος θὰ ἀναχωρήσῃ τὴν ἰδίαν ἡμέραν διὰ Καβάλλαν, Σμύρνην, Πειραιᾶ, Τεργέστην.: [236, 583, 468, 633]
dancers-icon: [1159, 815, 1279, 935]
column-2: [236, 62, 468, 1557]
column-4: [712, 120, 892, 2177]
column-rule: [896, 58, 897, 2179]
carpets-text: Μὴν ἀγοράσετε τάπητας πρὶν ἐπισκεφθῆτε τὸ πρατήριον ταπήτων «Ἀνατολὴ—Ἑλληνικῆ Βιομηχανία Ταπήτων», Τσιμισκῆ ΜΕΓΑΡΟΝ ΟΥΖΙΕΛ — χρωματισμοὶ ἀνεξίτηλοι, ποιότης ἀρίστη, τιμαὶ ἄνευ συναγωνισμοῦ.: [902, 1060, 1124, 1135]
daily-life-signature: ΕΝΑΣ: [666, 466, 701, 480]
novel-l2: — Αἱ πῶς τὸν λυπηθεῖ μέλει. Ἐξέρω καὶ ἐγὼ ἂν εἶναι τοῦτο τάχα ἄξιον, ἂν εἶχα μιὰ ἐρωμένη τόσο σκληρή.: [1134, 203, 1342, 240]
novel-l5: — Ἐκτὸς ἡ ζωή του ὀλίγον μέτρον ἔχει κατὰ τοὺς στίχους καὶ ἡ ψυχή του ἀπελπισμένη ζητεῖ τὴν ἡσυχίαν. Ὁ Ζαμβράνος βλέπων ἀλλάζει τὴν γνώμην του καὶ μετὰ ἀπὸ πολλὰ διακρίνει τὴν ἀλήθειαν.: [1352, 190, 1560, 265]
c5-p1: οντικῆς ὁδοῦ ἀπὸ τῶν συνοικισμῶν αὐτῶν. Καὶ ἡ μεταφορὰ αὐτὴ εἶναι δυσκολωτάτη καὶ πολυδάπανος μάλιστα, ἂν ὄχι ἀδύνατος.: [902, 120, 1124, 170]
insurance-brand-founded: ΙΔΡΥΘΕΙΣΑ ΤΩ 1906: [1287, 1238, 1407, 1251]
perilipsis2-text: Ὁ Διοικητὴς τῶν ἐν Σέρραις Προσωρινῶν διὰ τῆς ὑπ' ἀριθ. 569 καὶ προαγγέλων τῆς 29ην Σεπτεμβρίου 1925 ἀποφάσεώς του ἐξέδωκε διαταγὴν περὶ ἐκποιήσεως κτημάτων κειμένων εἰς τὴν περιφέρειαν Σερρῶν. Ἡ δημοπρασία θὰ διεξαχθῇ ἐν τῷ Γραφείῳ τῆς Διοικήσεως.: [479, 1113, 701, 1200]
perilipsis-box: [236, 62, 468, 89]
